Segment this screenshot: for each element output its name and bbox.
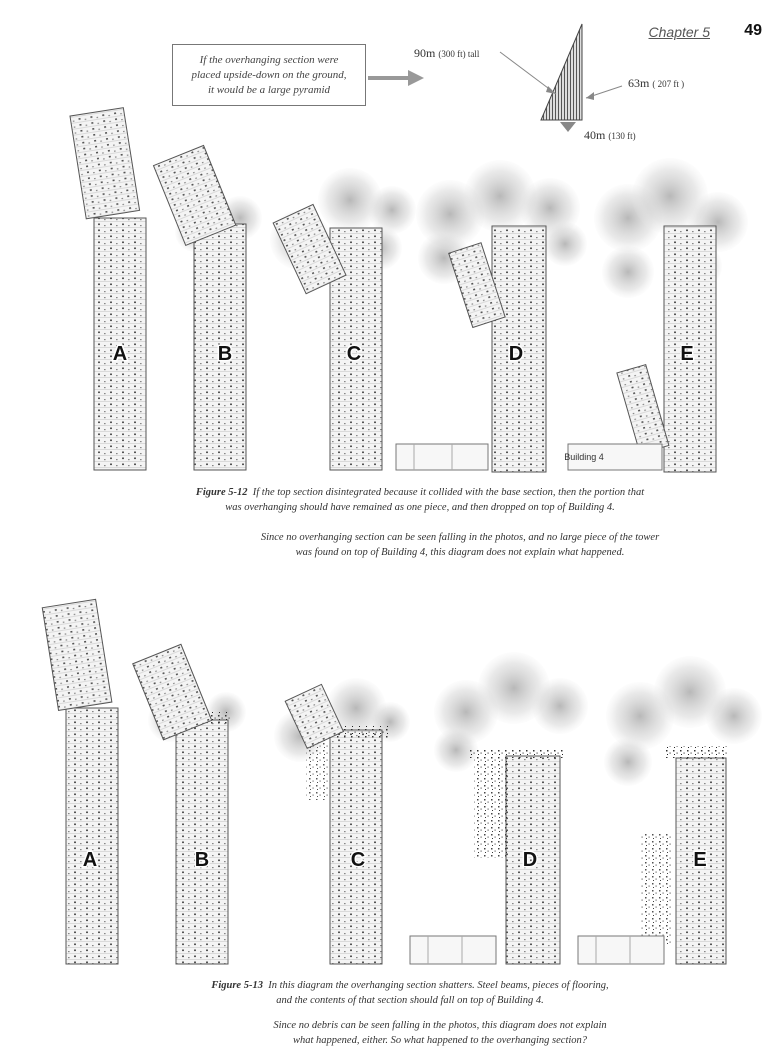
pyramid-diagram <box>500 24 622 132</box>
figure-5-13-diagram <box>42 599 762 964</box>
label-c-2: C <box>350 849 366 871</box>
tower-e-2 <box>578 656 762 964</box>
tower-a-2 <box>42 599 118 964</box>
building-4-label: Building 4 <box>564 452 604 462</box>
note-line-2: placed upside-down on the ground, <box>191 69 347 81</box>
building-4-box-d <box>396 444 488 470</box>
tower-d-2 <box>410 652 588 964</box>
building-4-box-d2 <box>410 936 496 964</box>
figure-5-12-note <box>150 530 770 560</box>
figure-5-12-caption <box>120 485 720 515</box>
height-ft: (300 ft) tall <box>438 49 480 59</box>
note-arrow <box>368 70 424 86</box>
figure-5-12-diagram <box>70 108 748 472</box>
page-number: 49 <box>744 22 762 39</box>
label-e-2: E <box>693 849 707 871</box>
side-dimension <box>624 74 688 93</box>
figure-5-13-caption-line-1: In this diagram the overhanging section shatters. Steel beams, pieces of flooring, <box>268 980 609 991</box>
figure-5-13-caption <box>130 978 690 1008</box>
figure-5-12-caption-line-2: was overhanging should have remained as one piece, and then dropped on top of Building 4. <box>225 502 615 513</box>
figure-5-13-note <box>160 1018 720 1048</box>
label-d-2: D <box>522 849 538 871</box>
tower-e <box>568 158 748 472</box>
tower-b-2 <box>133 644 246 964</box>
label-e: E <box>680 343 694 365</box>
pyramid-note-box <box>172 44 366 106</box>
figure-5-13-label: Figure 5-13 <box>211 980 263 991</box>
figure-5-12-note-line-1: Since no overhanging section can be seen falling in the photos, and no large piece of the tower <box>260 532 660 543</box>
label-b-2: B <box>194 849 210 871</box>
figure-5-13-note-line-2: what happened, either. So what happened to the overhanging section? <box>292 1035 588 1046</box>
tower-d <box>396 160 587 472</box>
building-4-box-e2 <box>578 936 664 964</box>
figure-5-13-note-line-1: Since no debris can be seen falling in the photos, this diagram does not explain <box>273 1020 607 1031</box>
tower-c-2 <box>274 678 410 964</box>
height-dimension <box>410 44 483 63</box>
label-b: B <box>217 343 233 365</box>
figure-5-12-label: Figure 5-12 <box>195 487 248 498</box>
label-a: A <box>112 343 128 365</box>
note-line-3: it would be a large pyramid <box>207 84 331 96</box>
figure-5-12-caption-line-1: If the top section disintegrated because it collided with the base section, then the portion that <box>252 487 645 498</box>
label-a-2: A <box>82 849 98 871</box>
label-d: D <box>508 343 524 365</box>
note-line-1: If the overhanging section were <box>199 54 339 66</box>
tower-b <box>153 145 262 470</box>
base-m: 40m <box>584 128 606 142</box>
side-ft: ( 207 ft ) <box>652 79 685 89</box>
side-m: 63m <box>628 76 650 90</box>
base-dimension <box>580 126 640 145</box>
tower-c <box>270 168 416 470</box>
base-ft: (130 ft) <box>608 131 636 141</box>
height-m: 90m <box>414 46 436 60</box>
chapter-title: Chapter 5 <box>648 24 710 40</box>
tower-a <box>70 108 146 470</box>
figure-5-12-note-line-2: was found on top of Building 4, this diagram does not explain what happened. <box>295 547 625 558</box>
figure-5-13-caption-line-2: and the contents of that section should fall on top of Building 4. <box>276 995 544 1006</box>
label-c: C <box>346 343 362 365</box>
